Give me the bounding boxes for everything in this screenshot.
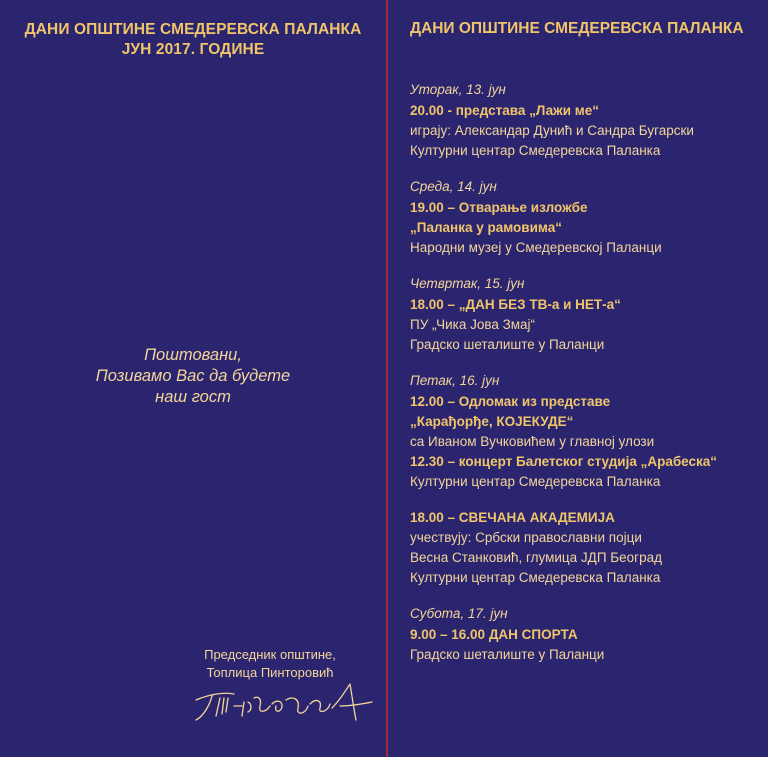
greeting bbox=[0, 345, 386, 408]
right-title: ДАНИ ОПШТИНЕ СМЕДЕРЕВСКА ПАЛАНКА bbox=[410, 20, 744, 37]
event-day bbox=[410, 274, 760, 355]
event-title: 12.00 – Одломак из представе bbox=[410, 394, 611, 409]
event-detail: Весна Станковић, глумица ЈДП Београд bbox=[410, 550, 662, 565]
right-panel bbox=[388, 0, 768, 757]
events-list bbox=[410, 80, 760, 681]
signature-name: Топлица Пинторовић bbox=[206, 665, 334, 680]
event-title: 18.00 – „ДАН БЕЗ ТВ-а и НЕТ-а“ bbox=[410, 297, 621, 312]
greeting-line: Позивамо Вас да будете bbox=[95, 367, 291, 385]
event-detail: Културни центар Смедеревска Паланка bbox=[410, 570, 661, 585]
left-title-line2: ЈУН 2017. ГОДИНЕ bbox=[121, 41, 265, 58]
event-title: „Паланка у рамовима“ bbox=[410, 220, 562, 235]
event-detail: играју: Александар Дунић и Сандра Бугарски bbox=[410, 123, 694, 138]
event-title: „Карађорђе, КОЈЕКУДЕ“ bbox=[410, 414, 574, 429]
event-detail: Народни музеј у Смедеревској Паланци bbox=[410, 240, 662, 255]
event-detail: са Иваном Вучковићем у главној улози bbox=[410, 434, 655, 449]
event-detail: Градско шеталиште у Паланци bbox=[410, 647, 605, 662]
signature-image bbox=[190, 676, 375, 726]
left-title-line1: ДАНИ ОПШТИНЕ СМЕДЕРЕВСКА ПАЛАНКА bbox=[24, 21, 362, 38]
event-day bbox=[410, 508, 760, 588]
event-title: 18.00 – СВЕЧАНА АКАДЕМИЈА bbox=[410, 510, 615, 525]
event-date: Среда, 14. јун bbox=[410, 179, 497, 194]
event-title: 9.00 – 16.00 ДАН СПОРТА bbox=[410, 627, 578, 642]
event-date: Петак, 16. јун bbox=[410, 373, 500, 388]
event-detail: Градско шеталиште у Паланци bbox=[410, 337, 605, 352]
event-detail: ПУ „Чика Јова Змај“ bbox=[410, 317, 536, 332]
event-title: 20.00 - представа „Лажи ме“ bbox=[410, 103, 600, 118]
event-day bbox=[410, 604, 760, 665]
greeting-line: наш гост bbox=[155, 388, 231, 406]
signature-role: Председник општине, bbox=[204, 647, 336, 662]
event-detail: Културни центар Смедеревска Паланка bbox=[410, 143, 661, 158]
event-day bbox=[410, 371, 760, 492]
event-title: 12.30 – концерт Балетског студија „Арабеска“ bbox=[410, 454, 718, 469]
event-date: Субота, 17. јун bbox=[410, 606, 508, 621]
event-day bbox=[410, 177, 760, 258]
greeting-line: Поштовани, bbox=[144, 346, 242, 364]
event-detail: Културни центар Смедеревска Паланка bbox=[410, 474, 661, 489]
event-date: Уторак, 13. јун bbox=[410, 82, 506, 97]
event-detail: учествују: Србски православни појци bbox=[410, 530, 642, 545]
event-day bbox=[410, 80, 760, 161]
event-title: 19.00 – Отварање изложбе bbox=[410, 200, 588, 215]
left-title bbox=[0, 20, 386, 60]
event-date: Четвртак, 15. јун bbox=[410, 276, 525, 291]
